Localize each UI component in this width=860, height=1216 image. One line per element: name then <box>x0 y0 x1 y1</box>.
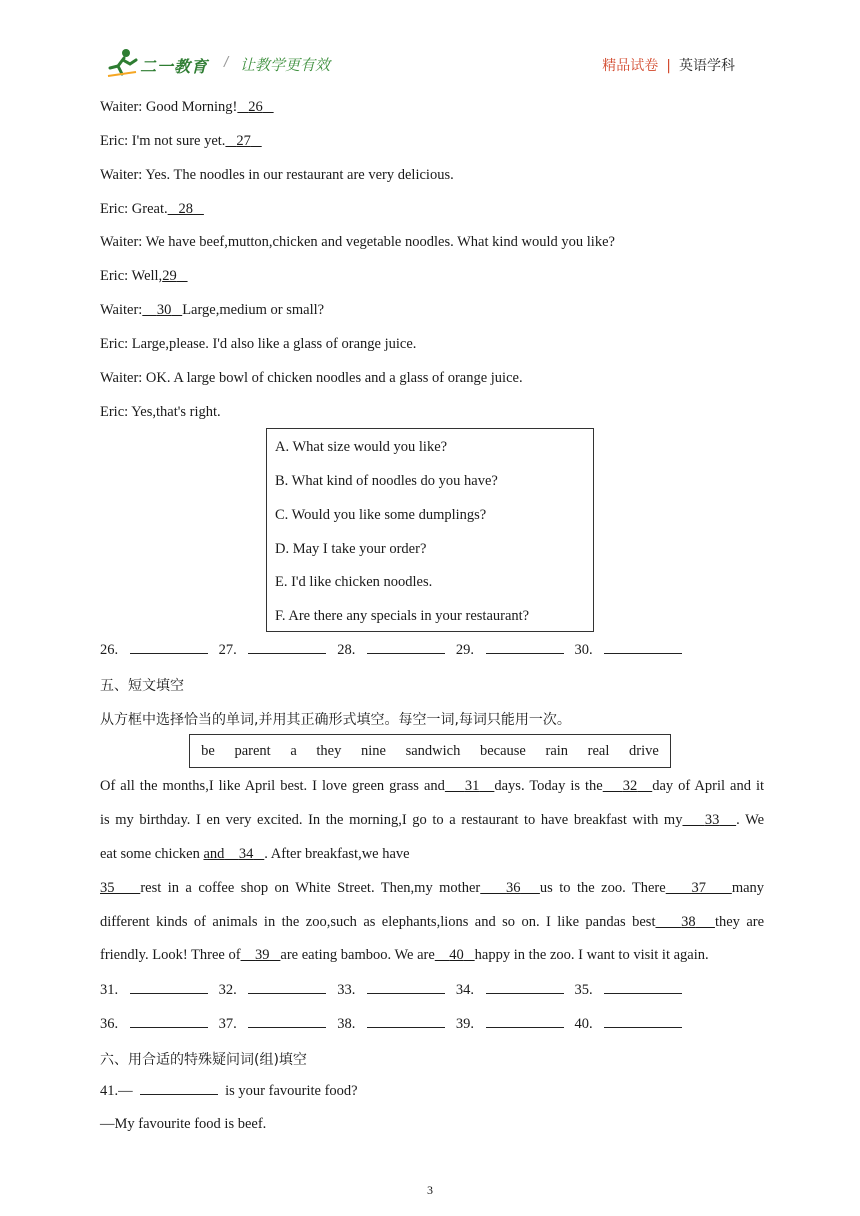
blank-number: 34 <box>238 846 254 862</box>
passage-text: friendly. Look! Three of <box>100 947 241 963</box>
word-item: nine <box>361 743 386 759</box>
answer-label: 37. <box>218 1016 237 1032</box>
option-a: A. What size would you like? <box>275 439 448 455</box>
answer-blank[interactable] <box>248 641 326 654</box>
blank-33 <box>682 812 736 828</box>
blank-number: 35 <box>100 880 115 896</box>
answer-label: 35. <box>574 982 593 998</box>
blank-27 <box>225 133 261 149</box>
answer-label: 31. <box>100 982 119 998</box>
blank-35 <box>100 880 140 896</box>
blank-36 <box>480 880 540 896</box>
answer-row-36-40 <box>100 1015 682 1033</box>
blank-number: 31 <box>464 778 480 794</box>
blank-number: 40 <box>449 947 464 963</box>
answer-blank[interactable] <box>367 1015 445 1028</box>
passage-line-1 <box>100 778 764 795</box>
blank-38 <box>655 914 714 930</box>
blank-number: 32 <box>622 778 638 794</box>
logo <box>106 48 216 80</box>
passage-text: different kinds of animals in the zoo,such as elephants,lions and so on. I like pandas best <box>100 914 656 930</box>
option-c: C. Would you like some dumplings? <box>275 507 487 523</box>
line-text-post: Large,medium or small? <box>182 302 325 318</box>
passage-line-3 <box>100 846 410 863</box>
blank-28 <box>168 201 204 217</box>
section-6-title: 六、用合适的特殊疑问词(组)填空 <box>100 1052 307 1068</box>
blank-number: 36 <box>506 880 521 896</box>
blank-34 <box>203 846 264 862</box>
page-header <box>0 0 860 90</box>
dialogue-line-3: Waiter: Yes. The noodles in our restaurant are very delicious. <box>100 167 454 183</box>
question-41 <box>100 1082 358 1100</box>
word-item: parent <box>234 743 271 759</box>
section-5-instruction: 从方框中选择恰当的单词,并用其正确形式填空。每空一词,每词只能用一次。 <box>100 712 571 728</box>
blank-number: 28 <box>178 201 194 217</box>
blank-number: 27 <box>236 133 251 149</box>
passage-text: day of April and it <box>652 778 765 794</box>
passage-text: us to the zoo. There <box>539 880 666 896</box>
answer-blank[interactable] <box>604 981 682 994</box>
answer-blank[interactable] <box>248 1015 326 1028</box>
blank-number: 30 <box>156 302 172 318</box>
word-item: they <box>316 743 342 759</box>
answer-blank[interactable] <box>367 981 445 994</box>
dialogue-line-1 <box>100 99 274 116</box>
word-list <box>190 743 670 760</box>
passage-text: they are <box>714 914 765 930</box>
blank-37 <box>666 880 732 896</box>
question-text: is your favourite food? <box>225 1083 358 1099</box>
passage-text: Of all the months,I like April best. I love green grass and <box>100 778 445 794</box>
word-item: rain <box>545 743 569 759</box>
answer-blank[interactable] <box>248 981 326 994</box>
answer-label: 39. <box>455 1016 474 1032</box>
answer-blank[interactable] <box>140 1082 218 1095</box>
answer-label: 32. <box>218 982 237 998</box>
passage-text: is my birthday. I en very excited. In the morning,I go to a restaurant to have breakfast with my <box>100 812 683 828</box>
option-e: E. I'd like chicken noodles. <box>275 574 433 590</box>
slogan-separator: / <box>224 54 229 71</box>
passage-line-2 <box>100 812 764 829</box>
blank-39 <box>241 947 281 963</box>
passage-text: rest in a coffee shop on White Street. Then,my mother <box>140 880 481 896</box>
answer-label: 40. <box>574 1016 593 1032</box>
blank-32 <box>603 778 652 794</box>
word-item: be <box>201 743 215 759</box>
word-item: drive <box>629 743 659 759</box>
answer-row-31-35 <box>100 981 682 999</box>
answer-label: 27. <box>218 642 237 658</box>
passage-text: many <box>731 880 765 896</box>
answer-label: 26. <box>100 642 119 658</box>
passage-line-5 <box>100 914 764 931</box>
passage-text: eat some chicken <box>100 846 200 862</box>
passage-text: happy in the zoo. I want to visit it again. <box>474 947 709 963</box>
dialogue-line-9: Waiter: OK. A large bowl of chicken noodles and a glass of orange juice. <box>100 370 523 386</box>
header-label-premium: 精品试卷 <box>602 58 659 74</box>
word-item: real <box>587 743 610 759</box>
blank-number: 38 <box>681 914 696 930</box>
passage-line-4 <box>100 880 764 897</box>
blank-number: 26 <box>248 99 263 115</box>
blank-40 <box>435 947 475 963</box>
option-b: B. What kind of noodles do you have? <box>275 473 498 489</box>
answer-blank[interactable] <box>130 1015 208 1028</box>
line-text: Eric: Great. <box>100 201 168 217</box>
answer-blank[interactable] <box>486 981 564 994</box>
answer-row-26-30 <box>100 641 682 659</box>
section-5-title: 五、短文填空 <box>100 678 184 694</box>
answer-label: 38. <box>337 1016 356 1032</box>
answer-label: 30. <box>574 642 593 658</box>
word-item: because <box>479 743 526 759</box>
blank-29 <box>162 268 187 284</box>
dialogue-line-5: Waiter: We have beef,mutton,chicken and vegetable noodles. What kind would you like? <box>100 234 615 250</box>
dialogue-line-4 <box>100 201 204 218</box>
blank-31 <box>445 778 494 794</box>
header-right <box>602 55 735 75</box>
answer-blank[interactable] <box>486 1015 564 1028</box>
passage-text: . We <box>736 812 765 828</box>
header-divider: | <box>666 58 671 74</box>
blank-number: 29 <box>162 268 177 284</box>
answer-label: 28. <box>337 642 356 658</box>
dialogue-line-2 <box>100 133 262 150</box>
blank-number: 37 <box>691 880 707 896</box>
blank-26 <box>237 99 273 115</box>
option-d: D. May I take your order? <box>275 541 427 557</box>
page-number: 3 <box>427 1183 433 1197</box>
answer-41: —My favourite food is beef. <box>100 1116 267 1132</box>
answer-blank[interactable] <box>604 1015 682 1028</box>
answer-blank[interactable] <box>604 641 682 654</box>
slogan: 让教学更有效 <box>240 56 331 74</box>
blank-number: 39 <box>255 947 270 963</box>
passage-text: days. Today is the <box>494 778 603 794</box>
answer-label: 29. <box>455 642 474 658</box>
question-prefix: 41.— <box>100 1083 133 1099</box>
dialogue-line-7 <box>100 302 324 319</box>
line-text: Waiter: <box>100 302 143 318</box>
answer-label: 33. <box>337 982 356 998</box>
answer-label: 34. <box>455 982 474 998</box>
line-text: Eric: Well, <box>100 268 163 284</box>
answer-blank[interactable] <box>486 641 564 654</box>
runner-logo-icon <box>106 48 140 78</box>
passage-text: are eating bamboo. We are <box>280 947 435 963</box>
header-label-subject: 英语学科 <box>679 58 735 74</box>
dialogue-line-10: Eric: Yes,that's right. <box>100 404 221 420</box>
line-text: Waiter: Good Morning! <box>100 99 238 115</box>
blank-number: 33 <box>704 812 720 828</box>
passage-text: and <box>203 846 225 862</box>
word-item: a <box>290 743 297 759</box>
answer-label: 36. <box>100 1016 119 1032</box>
dialogue-line-8: Eric: Large,please. I'd also like a glass of orange juice. <box>100 336 417 352</box>
line-text: Eric: I'm not sure yet. <box>100 133 226 149</box>
answer-blank[interactable] <box>130 641 208 654</box>
passage-text: . After breakfast,we have <box>264 846 410 862</box>
blank-30 <box>142 302 182 318</box>
passage-line-6 <box>100 947 709 964</box>
answer-blank[interactable] <box>367 641 445 654</box>
answer-blank[interactable] <box>130 981 208 994</box>
dialogue-line-6 <box>100 268 188 285</box>
word-box <box>189 734 671 768</box>
logo-text: 二一教育 <box>140 59 209 76</box>
word-item: sandwich <box>405 743 461 759</box>
options-box <box>266 428 594 632</box>
option-f: F. Are there any specials in your restaurant? <box>275 608 530 624</box>
